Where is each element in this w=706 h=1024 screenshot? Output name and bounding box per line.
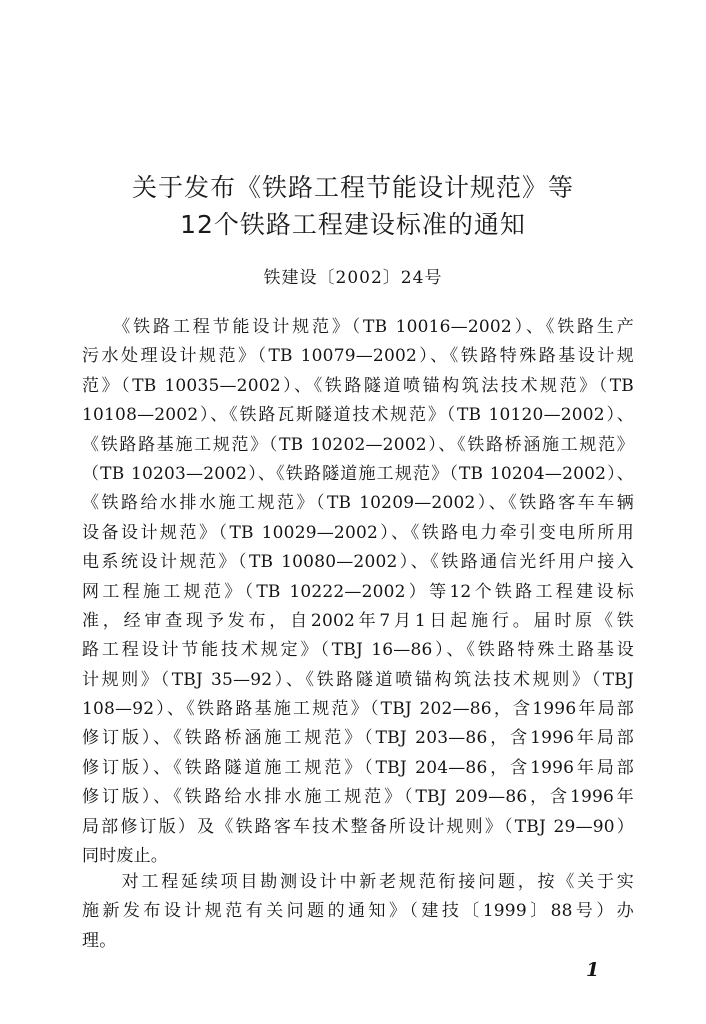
paragraph-1-line: 设备设计规范》（TB 10029—2002）、《铁路电力牵引变电所所用: [82, 522, 634, 543]
paragraph-1-line: 《铁路工程节能设计规范》（TB 10016—2002）、《铁路生产: [82, 317, 634, 337]
paragraph-1-line: 10108—2002）、《铁路瓦斯隧道技术规范》（TB 10120—2002）、: [82, 405, 634, 426]
paragraph-1-line: 《铁路路基施工规范》（TB 10202—2002）、《铁路桥涵施工规范》: [82, 434, 634, 455]
paragraph-1-line: 108—92）、《铁路路基施工规范》（TBJ 202—86，含1996年局部: [82, 699, 634, 720]
paragraph-1-line: 计规则》（TBJ 35—92）、《铁路隧道喷锚构筑法技术规则》（TBJ: [82, 669, 634, 690]
paragraph-1-line: （TB 10203—2002）、《铁路隧道施工规范》（TB 10204—2002）、: [82, 463, 634, 484]
paragraph-1-line: 范》（TB 10035—2002）、《铁路隧道喷锚构筑法技术规范》（TB: [82, 375, 634, 396]
paragraph-2-line: 理。: [82, 930, 117, 951]
paragraph-1-line: 路工程设计节能技术规定》（TBJ 16—86）、《铁路特殊土路基设: [82, 640, 634, 661]
paragraph-1-line: 污水处理设计规范》（TB 10079—2002）、《铁路特殊路基设计规: [82, 346, 634, 367]
document-number: 铁建设〔2002〕24号: [263, 268, 443, 288]
paragraph-1-line: 局部修订版）及《铁路客车技术整备所设计规则》（TBJ 29—90）: [82, 816, 634, 837]
notice-title-line-2: 12个铁路工程建设标准的通知: [180, 210, 526, 239]
paragraph-2-line: 对工程延续项目勘测设计中新老规范衔接问题，按《关于实: [82, 872, 634, 892]
paragraph-1-line: 准，经审查现予发布，自2002年7月1日起施行。届时原《铁: [82, 610, 634, 631]
paragraph-1: [82, 313, 634, 871]
paragraph-2-line: 施新发布设计规范有关问题的通知》（建技〔1999〕88号）办: [82, 901, 634, 922]
paragraph-1-line: 同时废止。: [82, 846, 168, 867]
paragraph-1-line: 电系统设计规范》（TB 10080—2002）、《铁路通信光纤用户接入: [82, 552, 634, 573]
paragraph-1-line: 修订版）、《铁路隧道施工规范》（TBJ 204—86，含1996年局部: [82, 757, 634, 778]
paragraph-1-line: 修订版）、《铁路给水排水施工规范》（TBJ 209—86，含1996年: [82, 787, 634, 808]
page-number: 1: [586, 959, 600, 981]
notice-title-line-1: 关于发布《铁路工程节能设计规范》等: [131, 173, 574, 202]
paragraph-2: [82, 868, 634, 956]
paragraph-1-line: 修订版）、《铁路桥涵施工规范》（TBJ 203—86，含1996年局部: [82, 728, 634, 749]
paragraph-1-line: 网工程施工规范》（TB 10222—2002）等12个铁路工程建设标: [82, 581, 634, 602]
paragraph-1-line: 《铁路给水排水施工规范》（TB 10209—2002）、《铁路客车车辆: [82, 493, 634, 514]
